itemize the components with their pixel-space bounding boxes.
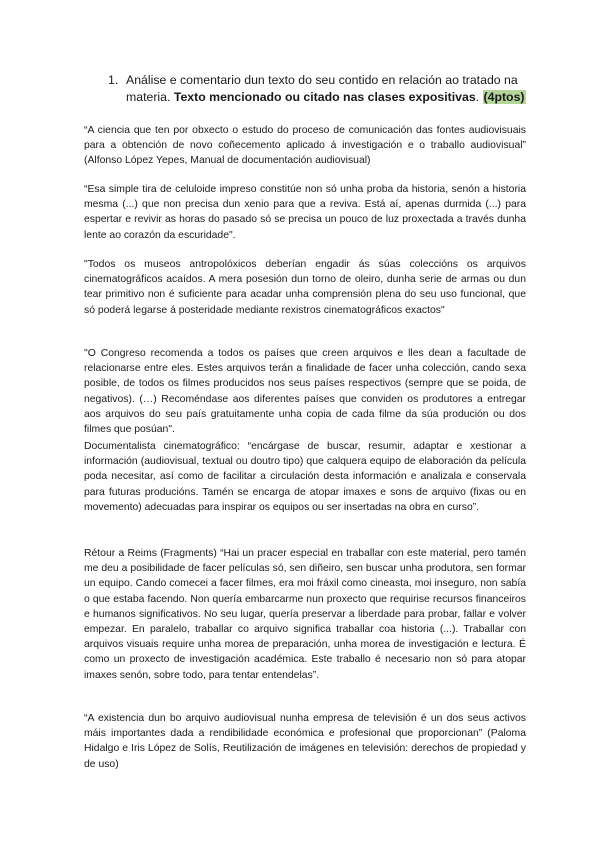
- quote-paragraph-2: “Esa simple tira de celuloide impreso constitúe non só unha proba da historia, senón a historia mesma (...) que non precisa dun xenio para que a reviva. Está aí, apenas durmida (...) para espertar e revivir as horas do pasado só se precisa un pouco de luz proxectada a través dunha lente ao corazón da escuridade".: [84, 184, 526, 241]
- task-bold-text: Texto mencionado ou citado nas clases expositivas: [173, 90, 476, 104]
- task-number: 1.: [108, 73, 119, 87]
- quote-paragraph-4: "O Congreso recomenda a todos os países que creen arquivos e lles dean a facultade de relacionarse entre eles. Estes arquivos terán a finalidade de facer unha colección, cando sexa posible, de todos os filmes producidos nos seus países respectivos (sempre que se poida, de negativos). (…) Recoméndase aos diferentes países que conviden os produtores a entregar aos arquivos do seu país gratuitamente unha copia de cada filme da súa produción ou dos filmes que posúan".: [84, 348, 526, 436]
- quote-paragraph-1: “A ciencia que ten por obxecto o estudo do proceso de comunicación das fontes audiovisuais para a obtención de novo coñecemento aplicado á investigación e o traballo audiovisual” (Alfonso López Yepes, Manual de documentación audiovisual): [84, 125, 526, 167]
- task-period: .: [475, 90, 480, 104]
- quote-paragraph-3: "Todos os museos antropolóxicos deberían engadir ás súas coleccións os arquivos cinematográficos acaídos. A mera posesión dun torno de oleiro, dunha serie de armas ou dun tear primitivo non é suficiente para acadar unha comprensión plena do seu uso funcional, que só poderá legarse á posteridade mediante rexistros cinematográficos exactos": [84, 259, 526, 316]
- task-heading: [94, 72, 534, 106]
- task-text: Análise e comentario dun texto do seu contido en relación ao tratado na materia.: [126, 73, 518, 104]
- task-text-block: [126, 72, 534, 106]
- quote-paragraph-6: Rétour a Reims (Fragments) “Hai un pracer especial en traballar con este material, pero tamén me deu a posibilidade de facer películas só, sen diñeiro, sen buscar unha produtora, sen formar un equipo. Cando comecei a facer filmes, era moi fráxil como cineasta, moi inseguro, non sabía o que estaba facendo. Non quería embarcarme nun proxecto que requirise recursos financeiros e humanos significativos. No seu lugar, quería preservar a liberdade para probar, fallar e volver empezar. En paralelo, traballar co arquivo significa traballar coa historia (...). Traballar con arquivos visuais require unha morea de preparación, unha morea de investigación e lectura. É como un proxecto de investigación académica. Este traballo é necesario non só para atopar imaxes senón, sobre todo, para tentar entendelas”.: [84, 548, 526, 681]
- points-badge: (4ptos): [483, 90, 525, 104]
- quote-paragraph-7: “A existencia dun bo arquivo audiovisual nunha empresa de televisión é un dos seus activos máis importantes dada a rendibilidade económica e profesional que proporcionan” (Paloma Hidalgo e Iris López de Solís, Reutilización de imágenes en televisión: derechos de propiedad y de uso): [84, 713, 526, 770]
- quote-paragraph-5: Documentalista cinematográfico: “encárgase de buscar, resumir, adaptar e xestionar a información (audiovisual, textual ou doutro tipo) que calquera equipo de elaboración da película poda necesitar, así como de facilitar a circulación desta información e analizala e conservala para futuras producións. Tamén se encarga de atopar imaxes e sons de arquivo (fixas ou en movemento) adecuadas para inspirar os equipos ou ser insertadas na obra en curso”.: [84, 441, 526, 513]
